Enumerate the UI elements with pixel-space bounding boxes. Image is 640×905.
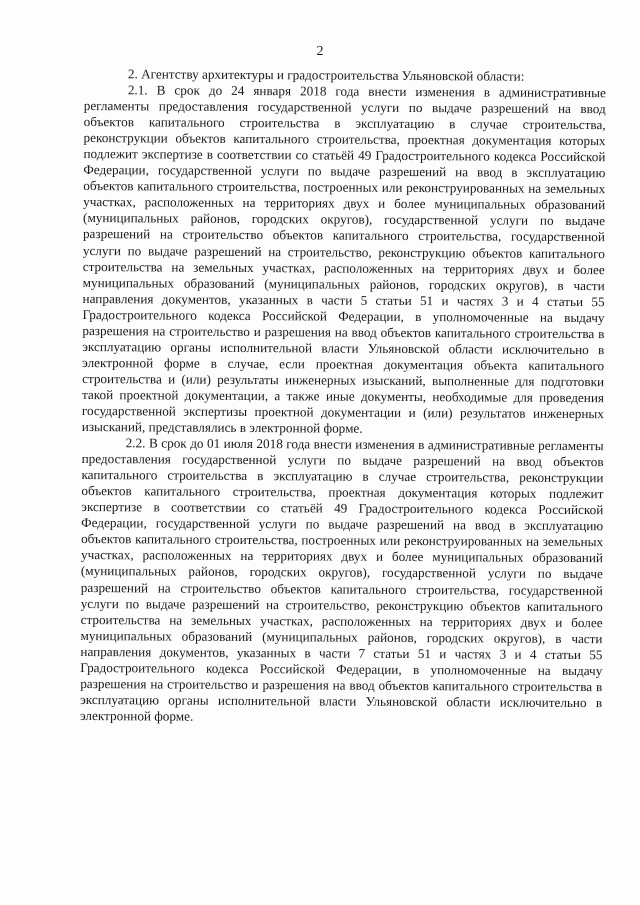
section-heading: 2. Агентству архитектуры и градостроительства Ульяновской области: — [127, 66, 525, 84]
page-number: 2 — [316, 44, 324, 59]
paragraph-2-2: 2.2. В срок до 01 июля 2018 года внести изменения в административные регламенты предоставления государственной услуги по выдаче разрешений на ввод объектов капитального строительства в эксплуатацию в случае строительства, реконструкции объектов капитального строительства, проектная документация которых подлежит экспертизе в соответствии со статьёй 49 Градостроительного кодекса Российской Федерации, государственной услуги по выдаче разрешений на ввод в эксплуатацию объектов капитального строительства, построенных или реконструированных на земельных участках, расположенных на территориях двух и более муниципальных образований (муниципальных районов, городских округов), государственной услуги по выдаче разрешений на строительство объектов капитального строительства, государственной услуги по выдаче разрешений на строительство, реконструкцию объектов капитального строительства на земельных участках, расположенных на территориях двух и более муниципальных образований (муниципальных районов, городских округов), в части направления документов, указанных в части 7 статьи 51 и частях 3 и 4 статьи 55 Градостроительного кодекса Российской Федерации, в уполномоченные на выдачу разрешения на строительство и разрешения на ввод объектов капитального строительства в эксплуатацию органы исполнительной власти Ульяновской области исключительно в электронной форме. — [79, 435, 604, 724]
document-body — [80, 66, 606, 727]
paragraph-2-1: 2.1. В срок до 24 января 2018 года внести изменения в административные регламенты предоставления государственной услуги по выдаче разрешений на ввод объектов капитального строительства в эксплуатацию в случае строительства, реконструкции объектов капитального строительства, проектная документация которых подлежит экспертизе в соответствии со статьёй 49 Градостроительного кодекса Российской Федерации, государственной услуги по выдаче разрешений на ввод в эксплуатацию объектов капитального строительства, построенных или реконструированных на земельных участках, расположенных на территориях двух и более муниципальных образований (муниципальных районов, городских округов), государственной услуги по выдаче разрешений на строительство объектов капитального строительства, государственной услуги по выдаче разрешений на строительство, реконструкцию объектов капитального строительства на земельных участках, расположенных на территориях двух и более муниципальных образований (муниципальных районов, городских округов), в части направления документов, указанных в части 5 статьи 51 и частях 3 и 4 статьи 55 Градостроительного кодекса Российской Федерации, в уполномоченные на выдачу разрешения на строительство и разрешения на ввод объектов капитального строительства в эксплуатацию органы исполнительной власти Ульяновской области исключительно в электронной форме в случае, если проектная документация объекта капитального строительства и (или) результаты инженерных изысканий, выполненные для подготовки такой проектной документации, а также иные документы, необходимые для проведения государственной экспертизы проектной документации и (или) результатов инженерных изысканий, представлялись в электронной форме. — [81, 82, 606, 436]
